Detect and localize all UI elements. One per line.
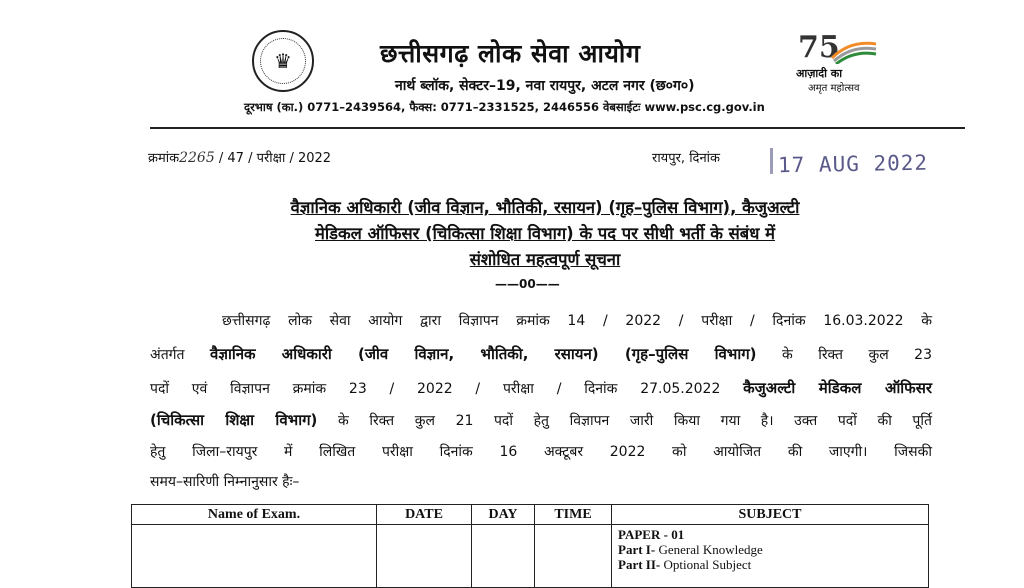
cell-day: [472, 525, 535, 588]
handwritten-number: 2265: [179, 150, 215, 166]
body-line-6: समय–सारिणी निम्नानुसार हैः–: [150, 474, 300, 490]
stamp-mark: [770, 148, 773, 174]
body-line-1: छत्तीसगढ़ लोक सेवा आयोग द्वारा विज्ञापन क्रमांक 14 / 2022 / परीक्षा / दिनांक 16.03.2022 के: [222, 313, 932, 329]
reference-rest: / 47 / परीक्षा / 2022: [218, 151, 332, 166]
exam-schedule-table: [131, 504, 929, 588]
azadi-number: 75: [798, 30, 840, 65]
header-divider: [150, 127, 965, 129]
part1: Part I- General Knowledge: [618, 542, 763, 557]
heading-line2: मेडिकल ऑफिसर (चिकित्सा शिक्षा विभाग) के पद पर सीधी भर्ती के संबंध में: [315, 224, 775, 243]
part2: Part II- Optional Subject: [618, 557, 752, 572]
heading-line3: संशोधित महत्वपूर्ण सूचना: [469, 250, 621, 269]
azadi-ka-amrit-mahotsav-logo: [792, 30, 882, 100]
heading-line1: वैज्ञानिक अधिकारी (जीव विज्ञान, भौतिकी, रसायन) (गृह–पुलिस विभाग), कैजुअल्टी: [290, 198, 800, 217]
org-address: नार्थ ब्लॉक, सेक्टर–19, नवा रायपुर, अटल नगर (छ०ग०): [395, 78, 695, 94]
col-date: DATE: [377, 505, 472, 525]
org-contact: दूरभाष (का.) 0771–2439564, फैक्स: 0771–2331525, 2446556 वेबसाईटः www.psc.cg.gov.in: [244, 100, 765, 114]
body-line-4: (चिकित्सा शिक्षा विभाग) के रिक्त कुल 21 पदों हेतु विज्ञापन जारी किया गया है। उक्त पदों की पूर्ति: [150, 411, 932, 429]
org-title: छत्तीसगढ़ लोक सेवा आयोग: [380, 39, 641, 68]
cell-time: [535, 525, 612, 588]
place-date-label: रायपुर, दिनांक: [652, 151, 721, 166]
cell-date: [377, 525, 472, 588]
lion-capital-icon: ♛: [260, 38, 306, 84]
azadi-line1: आज़ादी का: [796, 67, 843, 80]
date-stamp: 17 AUG 2022: [777, 150, 929, 178]
body-line-2: अंतर्गत वैज्ञानिक अधिकारी (जीव विज्ञान, भौतिकी, रसायन) (गृह–पुलिस विभाग) के रिक्त कुल 23: [150, 345, 933, 363]
col-time: TIME: [535, 505, 612, 525]
paper-label: PAPER - 01: [618, 527, 685, 542]
table-header-row: [132, 505, 929, 525]
section-divider: ——00——: [495, 277, 560, 291]
col-name-of-exam: Name of Exam.: [132, 505, 377, 525]
notice-heading: [150, 195, 940, 273]
cell-subject: [612, 525, 929, 588]
state-emblem-icon: [252, 30, 314, 92]
azadi-line2: अमृत महोत्सव: [808, 83, 860, 94]
reference-label: क्रमांक: [148, 151, 180, 166]
col-subject: SUBJECT: [612, 505, 929, 525]
col-day: DAY: [472, 505, 535, 525]
flag-swoosh-icon: [830, 38, 878, 64]
cell-exam: [132, 525, 377, 588]
body-line-5: हेतु जिला–रायपुर में लिखित परीक्षा दिनांक 16 अक्टूबर 2022 को आयोजित की जाएगी। जिसकी: [150, 444, 932, 460]
reference-number: [148, 148, 331, 166]
body-line-3: पदों एवं विज्ञापन क्रमांक 23 / 2022 / परीक्षा / दिनांक 27.05.2022 कैजुअल्टी मेडिकल ऑफिसर: [150, 379, 933, 397]
table-row: [132, 525, 929, 588]
